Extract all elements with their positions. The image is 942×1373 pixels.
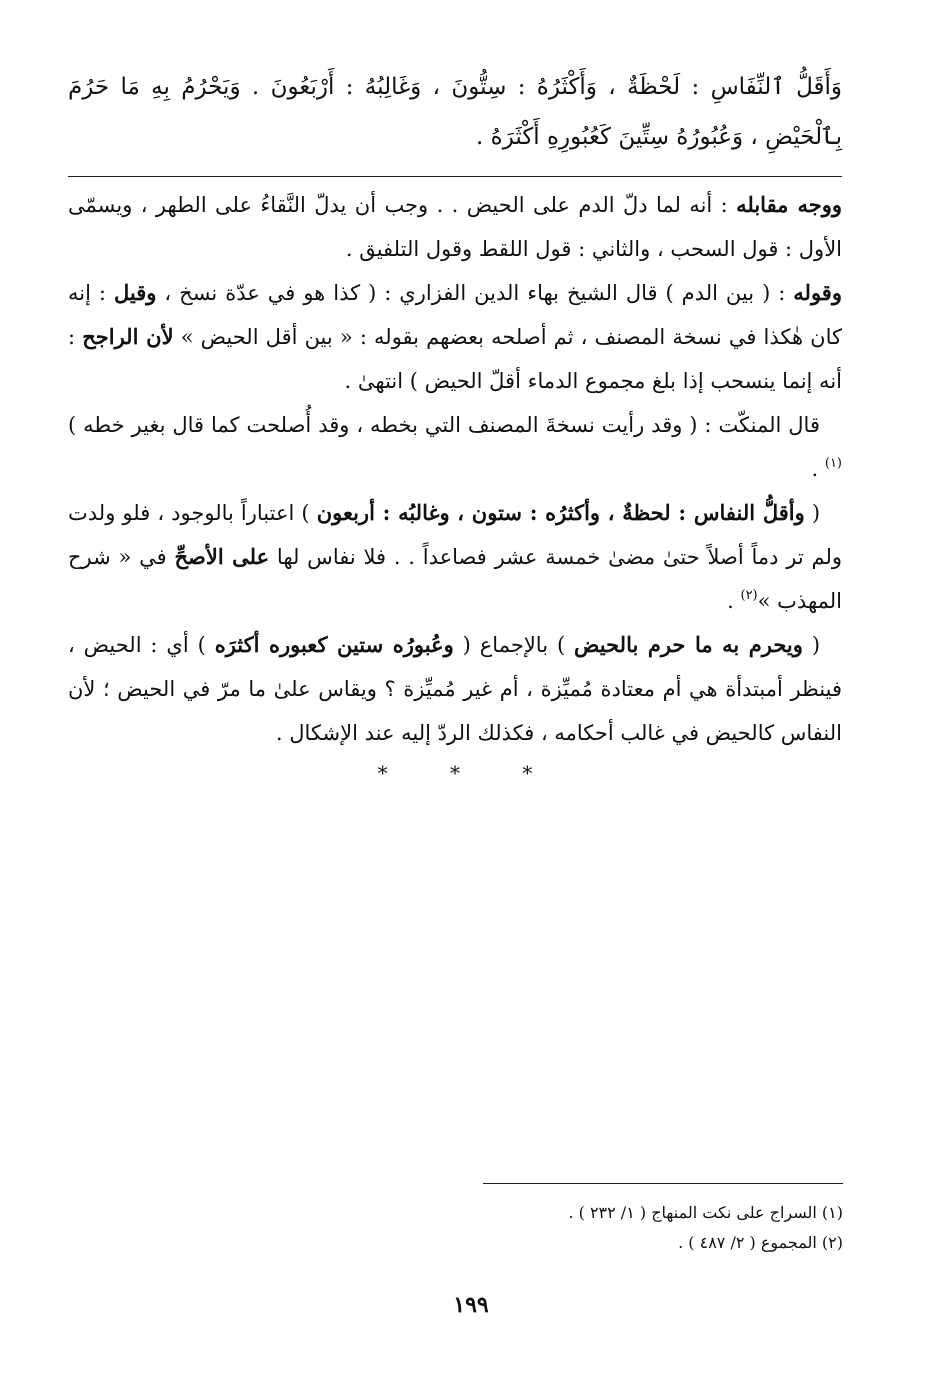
- footnote: (١) السراج على نكت المنهاج ( ١/ ٢٣٢ ) .: [568, 1203, 843, 1222]
- paragraph-text: في « شرح المهذب »: [68, 545, 842, 613]
- paragraph-text: .: [811, 457, 825, 481]
- commentary-paragraph: [68, 491, 842, 623]
- keyword: وأقلُّ النفاس : لحظةٌ ، وأكثرُه : ستون ، وغالبُه : أربعون: [316, 500, 805, 525]
- footnote: (٢) المجموع ( ٢/ ٤٨٧ ) .: [678, 1233, 843, 1252]
- keyword: على الأصحِّ: [174, 544, 270, 569]
- keyword: وعُبورُه ستين كعبوره أكثرَه: [214, 632, 454, 657]
- keyword: لأن الراجح: [82, 324, 174, 349]
- keyword: ووجه مقابله: [736, 192, 842, 217]
- paragraph-text: : إنه كان هٰكذا في نسخة المصنف ، ثم أصلحه بعضهم بقوله : « بين أقل الحيض »: [68, 281, 842, 349]
- paragraph-text: : ( بين الدم ) قال الشيخ بهاء الدين الفزاري : ( كذا هو في عدّة نسخ ،: [156, 281, 794, 305]
- commentary-paragraph: [68, 623, 842, 755]
- bracket: (: [804, 501, 821, 525]
- footnote-marker[interactable]: (١): [824, 456, 842, 471]
- commentary-paragraph: [68, 271, 842, 403]
- page-number: ١٩٩: [453, 1292, 489, 1318]
- paragraph-text: قال المنكّت : ( وقد رأيت نسخةَ المصنف التي بخطه ، وقد أُصلحت كما قال بغير خطه ): [68, 413, 820, 437]
- matn-divider: [68, 176, 842, 177]
- keyword: وقوله: [793, 280, 842, 305]
- bracket: (: [802, 633, 821, 657]
- keyword: وقيل: [113, 280, 157, 305]
- paragraph-text: .: [727, 589, 741, 613]
- keyword: ويحرم به ما حرم بالحيض: [574, 632, 803, 657]
- paragraph-text: ) أي : الحيض ، فينظر أمبتدأة هي أم معتادة مُميِّزة ، أم غير مُميِّزة ؟ ويقاس علىٰ ما مرّ في الحيض ؛ لأن النفاس كالحيض في غالب أحكامه ، فكذلك الردّ إليه عند الإشكال .: [68, 633, 842, 745]
- commentary-paragraph: [68, 403, 842, 491]
- paragraph-text: ) اعتباراً بالوجود ، فلو ولدت ولم تر دماً أصلاً حتىٰ مضىٰ خمسة عشر فصاعداً . . فلا نفاس لها: [68, 501, 843, 569]
- commentary: [68, 183, 842, 755]
- paragraph-text: ) بالإجماع (: [453, 633, 575, 657]
- section-separator: * * *: [377, 761, 561, 785]
- paragraph-text: : أنه إنما ينسحب إذا بلغ مجموع الدماء أقلّ الحيض ) انتهىٰ .: [68, 325, 842, 393]
- commentary-paragraph: [68, 183, 842, 271]
- footnotes: [483, 1183, 843, 1258]
- footnote-divider: [483, 1183, 843, 1184]
- page-body: [68, 62, 842, 785]
- matn-text: وَأَقَلُّ ٱلنِّفَاسِ : لَحْظَةٌ ، وَأَكْثَرُهُ : سِتُّونَ ، وَغَالِبُهُ : أَرْبَعُونَ . وَيَحْرُمُ بِهِ مَا حَرُمَ بِٱلْحَيْضِ ، وَعُبُورُهُ سِتِّينَ كَعُبُورِهِ أَكْثَرَهُ .: [68, 74, 842, 150]
- paragraph-text: : أنه لما دلّ الدم على الحيض . . وجب أن يدلّ النَّقاءُ على الطهر ، ويسمّى الأول : قول السحب ، والثاني : قول اللقط وقول التلفيق .: [68, 193, 842, 261]
- footnote-marker[interactable]: (٢): [740, 588, 758, 603]
